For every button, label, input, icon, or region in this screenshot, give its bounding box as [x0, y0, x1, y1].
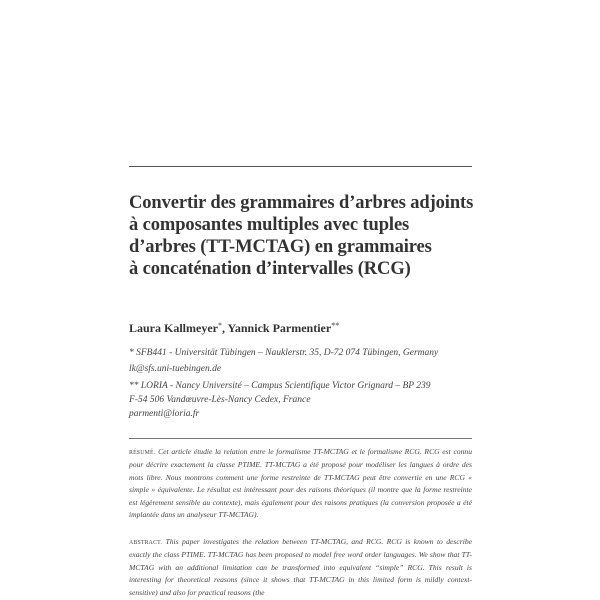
top-rule: [129, 166, 472, 167]
affiliation-address: * SFB441 - Universität Tübingen – Nauklerstr. 35, D-72 074 Tübingen, Germany: [129, 348, 439, 358]
abstract-rule: [129, 438, 472, 439]
affiliation-address: ** LORIA - Nancy Université – Campus Scientifique Victor Grignard – BP 239: [129, 381, 431, 391]
abstract-block: [129, 536, 472, 599]
resume-text: Cet article étudie la relation entre le formalisme TT-MCTAG et le formalisme RCG. RCG est connu pour décrire exactement la classe PTIME. TT-MCTAG a été proposé pour modéliser les langues à ordre des mots libre. Nous montrons comment une forme restreinte de TT-MCTAG peut être convertie en une RCG « simple » équivalente. Le résultat est intéressant pour des raisons théoriques (il montre que la forme restreinte est légèrement sensible au contexte), mais également pour des raisons pratiques (la conversion proposée a été implantée dans un analyseur TT-MCTAG).: [129, 447, 472, 520]
affiliation-2: [129, 379, 474, 407]
abstract-label: ABSTRACT.: [129, 540, 163, 546]
author-separator: ,: [221, 321, 228, 335]
author-name: Laura Kallmeyer: [129, 321, 218, 335]
author-mark: **: [331, 321, 340, 330]
affiliation-1: [129, 346, 474, 360]
author-name: Yannick Parmentier: [227, 321, 332, 335]
email: parmenti@loria.fr: [129, 409, 200, 419]
title-line: d’arbres (TT-MCTAG) en grammaires: [129, 237, 432, 257]
affiliation-address: F-54 506 Vandœuvre-Lès-Nancy Cedex, France: [129, 395, 311, 405]
resume-block: [129, 446, 472, 521]
affiliation-2-email: [129, 407, 474, 421]
email: lk@sfs.uni-tuebingen.de: [129, 364, 222, 374]
affiliation-1-email: [129, 362, 474, 376]
author-mark: *: [217, 321, 222, 330]
title-line: Convertir des grammaires d’arbres adjoints: [129, 193, 474, 213]
author-list: [129, 321, 339, 336]
title-line: à concaténation d’intervalles (RCG): [129, 259, 411, 279]
paper-title: [129, 192, 479, 280]
abstract-text: This paper investigates the relation between TT-MCTAG, and RCG. RCG is known to describe exactly the class PTIME. TT-MCTAG has been proposed to model free word order languages. We show that TT-MCTAG with an additional limitation can be transformed into equivalent “simple” RCG. This result is interesting for theoretical reasons (since it shows that TT-MCTAG in this limited form is mildly context-sensitive) and also for practical reasons (the: [129, 537, 472, 597]
title-line: à composantes multiples avec tuples: [129, 215, 410, 235]
resume-label: RÉSUMÉ.: [129, 450, 156, 456]
